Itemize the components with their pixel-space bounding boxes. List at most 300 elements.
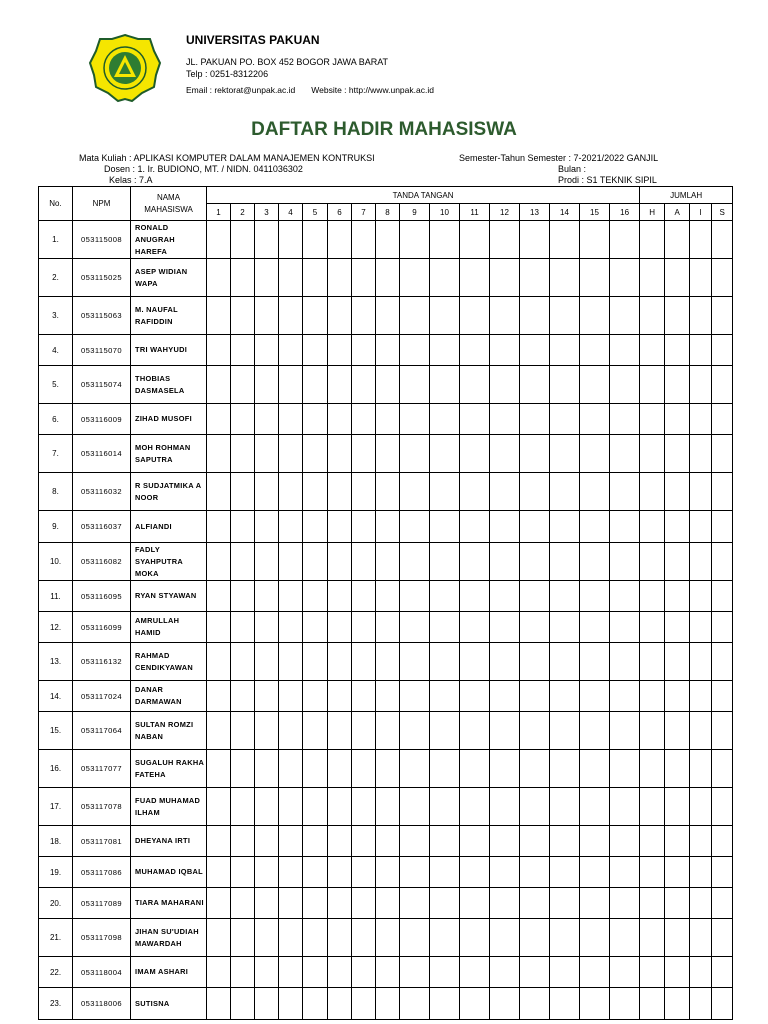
signature-cell[interactable] — [580, 543, 610, 581]
signature-cell[interactable] — [255, 511, 279, 543]
signature-cell[interactable] — [303, 335, 328, 366]
signature-cell[interactable] — [328, 404, 352, 435]
signature-cell[interactable] — [580, 435, 610, 473]
signature-cell[interactable] — [279, 543, 303, 581]
signature-cell[interactable] — [490, 335, 520, 366]
signature-cell[interactable] — [207, 435, 231, 473]
signature-cell[interactable] — [490, 511, 520, 543]
jumlah-cell[interactable] — [712, 788, 733, 826]
signature-cell[interactable] — [279, 888, 303, 919]
signature-cell[interactable] — [580, 297, 610, 335]
jumlah-cell[interactable] — [712, 712, 733, 750]
signature-cell[interactable] — [328, 221, 352, 259]
signature-cell[interactable] — [207, 957, 231, 988]
signature-cell[interactable] — [303, 788, 328, 826]
signature-cell[interactable] — [460, 543, 490, 581]
signature-cell[interactable] — [430, 612, 460, 643]
signature-cell[interactable] — [303, 919, 328, 957]
signature-cell[interactable] — [580, 221, 610, 259]
signature-cell[interactable] — [520, 988, 550, 1020]
jumlah-cell[interactable] — [640, 366, 665, 404]
signature-cell[interactable] — [279, 581, 303, 612]
signature-cell[interactable] — [520, 511, 550, 543]
signature-cell[interactable] — [352, 957, 376, 988]
jumlah-cell[interactable] — [690, 335, 712, 366]
jumlah-cell[interactable] — [665, 335, 690, 366]
signature-cell[interactable] — [207, 366, 231, 404]
signature-cell[interactable] — [550, 643, 580, 681]
signature-cell[interactable] — [352, 435, 376, 473]
jumlah-cell[interactable] — [712, 335, 733, 366]
jumlah-cell[interactable] — [690, 581, 712, 612]
signature-cell[interactable] — [207, 681, 231, 712]
signature-cell[interactable] — [231, 888, 255, 919]
signature-cell[interactable] — [328, 712, 352, 750]
signature-cell[interactable] — [550, 435, 580, 473]
signature-cell[interactable] — [520, 473, 550, 511]
signature-cell[interactable] — [430, 335, 460, 366]
jumlah-cell[interactable] — [712, 366, 733, 404]
signature-cell[interactable] — [490, 221, 520, 259]
signature-cell[interactable] — [520, 919, 550, 957]
signature-cell[interactable] — [430, 221, 460, 259]
signature-cell[interactable] — [430, 581, 460, 612]
signature-cell[interactable] — [490, 643, 520, 681]
jumlah-cell[interactable] — [665, 788, 690, 826]
signature-cell[interactable] — [460, 643, 490, 681]
signature-cell[interactable] — [279, 259, 303, 297]
signature-cell[interactable] — [400, 857, 430, 888]
signature-cell[interactable] — [550, 712, 580, 750]
signature-cell[interactable] — [352, 826, 376, 857]
signature-cell[interactable] — [430, 826, 460, 857]
signature-cell[interactable] — [400, 988, 430, 1020]
signature-cell[interactable] — [303, 404, 328, 435]
signature-cell[interactable] — [460, 366, 490, 404]
signature-cell[interactable] — [352, 919, 376, 957]
signature-cell[interactable] — [303, 712, 328, 750]
signature-cell[interactable] — [255, 681, 279, 712]
signature-cell[interactable] — [207, 543, 231, 581]
signature-cell[interactable] — [352, 581, 376, 612]
signature-cell[interactable] — [610, 612, 640, 643]
signature-cell[interactable] — [490, 366, 520, 404]
signature-cell[interactable] — [430, 473, 460, 511]
signature-cell[interactable] — [430, 750, 460, 788]
signature-cell[interactable] — [520, 435, 550, 473]
signature-cell[interactable] — [352, 366, 376, 404]
signature-cell[interactable] — [520, 612, 550, 643]
jumlah-cell[interactable] — [712, 581, 733, 612]
signature-cell[interactable] — [490, 750, 520, 788]
signature-cell[interactable] — [207, 750, 231, 788]
signature-cell[interactable] — [550, 297, 580, 335]
signature-cell[interactable] — [400, 366, 430, 404]
jumlah-cell[interactable] — [665, 511, 690, 543]
signature-cell[interactable] — [352, 788, 376, 826]
signature-cell[interactable] — [610, 826, 640, 857]
jumlah-cell[interactable] — [690, 857, 712, 888]
signature-cell[interactable] — [328, 857, 352, 888]
signature-cell[interactable] — [490, 988, 520, 1020]
signature-cell[interactable] — [550, 511, 580, 543]
signature-cell[interactable] — [460, 435, 490, 473]
jumlah-cell[interactable] — [640, 543, 665, 581]
signature-cell[interactable] — [352, 543, 376, 581]
jumlah-cell[interactable] — [665, 919, 690, 957]
signature-cell[interactable] — [376, 297, 400, 335]
signature-cell[interactable] — [279, 643, 303, 681]
signature-cell[interactable] — [400, 612, 430, 643]
signature-cell[interactable] — [352, 221, 376, 259]
jumlah-cell[interactable] — [665, 543, 690, 581]
signature-cell[interactable] — [430, 404, 460, 435]
signature-cell[interactable] — [490, 957, 520, 988]
signature-cell[interactable] — [231, 297, 255, 335]
jumlah-cell[interactable] — [665, 826, 690, 857]
signature-cell[interactable] — [279, 297, 303, 335]
signature-cell[interactable] — [279, 826, 303, 857]
signature-cell[interactable] — [328, 366, 352, 404]
signature-cell[interactable] — [255, 643, 279, 681]
jumlah-cell[interactable] — [640, 888, 665, 919]
signature-cell[interactable] — [279, 366, 303, 404]
signature-cell[interactable] — [610, 857, 640, 888]
signature-cell[interactable] — [550, 988, 580, 1020]
signature-cell[interactable] — [400, 511, 430, 543]
signature-cell[interactable] — [610, 435, 640, 473]
signature-cell[interactable] — [207, 612, 231, 643]
signature-cell[interactable] — [207, 826, 231, 857]
signature-cell[interactable] — [279, 221, 303, 259]
signature-cell[interactable] — [460, 750, 490, 788]
jumlah-cell[interactable] — [640, 473, 665, 511]
signature-cell[interactable] — [376, 404, 400, 435]
signature-cell[interactable] — [490, 712, 520, 750]
signature-cell[interactable] — [255, 788, 279, 826]
signature-cell[interactable] — [255, 297, 279, 335]
signature-cell[interactable] — [490, 919, 520, 957]
jumlah-cell[interactable] — [665, 612, 690, 643]
signature-cell[interactable] — [520, 404, 550, 435]
signature-cell[interactable] — [430, 297, 460, 335]
signature-cell[interactable] — [430, 788, 460, 826]
signature-cell[interactable] — [207, 404, 231, 435]
signature-cell[interactable] — [328, 297, 352, 335]
signature-cell[interactable] — [352, 297, 376, 335]
jumlah-cell[interactable] — [690, 712, 712, 750]
signature-cell[interactable] — [352, 259, 376, 297]
signature-cell[interactable] — [352, 473, 376, 511]
signature-cell[interactable] — [303, 957, 328, 988]
signature-cell[interactable] — [520, 788, 550, 826]
signature-cell[interactable] — [376, 259, 400, 297]
signature-cell[interactable] — [550, 919, 580, 957]
signature-cell[interactable] — [255, 919, 279, 957]
signature-cell[interactable] — [376, 581, 400, 612]
jumlah-cell[interactable] — [712, 957, 733, 988]
signature-cell[interactable] — [328, 988, 352, 1020]
signature-cell[interactable] — [303, 221, 328, 259]
signature-cell[interactable] — [231, 581, 255, 612]
jumlah-cell[interactable] — [665, 643, 690, 681]
jumlah-cell[interactable] — [690, 511, 712, 543]
signature-cell[interactable] — [255, 857, 279, 888]
signature-cell[interactable] — [279, 681, 303, 712]
jumlah-cell[interactable] — [712, 511, 733, 543]
signature-cell[interactable] — [376, 750, 400, 788]
signature-cell[interactable] — [255, 988, 279, 1020]
jumlah-cell[interactable] — [665, 750, 690, 788]
jumlah-cell[interactable] — [665, 404, 690, 435]
signature-cell[interactable] — [279, 750, 303, 788]
signature-cell[interactable] — [352, 511, 376, 543]
jumlah-cell[interactable] — [712, 543, 733, 581]
signature-cell[interactable] — [255, 473, 279, 511]
signature-cell[interactable] — [490, 435, 520, 473]
signature-cell[interactable] — [303, 543, 328, 581]
signature-cell[interactable] — [231, 259, 255, 297]
jumlah-cell[interactable] — [665, 857, 690, 888]
signature-cell[interactable] — [279, 511, 303, 543]
signature-cell[interactable] — [207, 988, 231, 1020]
signature-cell[interactable] — [580, 857, 610, 888]
signature-cell[interactable] — [279, 919, 303, 957]
signature-cell[interactable] — [352, 750, 376, 788]
signature-cell[interactable] — [580, 259, 610, 297]
signature-cell[interactable] — [279, 988, 303, 1020]
jumlah-cell[interactable] — [690, 297, 712, 335]
signature-cell[interactable] — [328, 473, 352, 511]
signature-cell[interactable] — [610, 581, 640, 612]
signature-cell[interactable] — [460, 335, 490, 366]
signature-cell[interactable] — [400, 221, 430, 259]
signature-cell[interactable] — [610, 712, 640, 750]
signature-cell[interactable] — [376, 857, 400, 888]
signature-cell[interactable] — [610, 404, 640, 435]
signature-cell[interactable] — [490, 681, 520, 712]
jumlah-cell[interactable] — [640, 750, 665, 788]
jumlah-cell[interactable] — [640, 612, 665, 643]
signature-cell[interactable] — [460, 988, 490, 1020]
signature-cell[interactable] — [610, 750, 640, 788]
jumlah-cell[interactable] — [640, 857, 665, 888]
signature-cell[interactable] — [430, 643, 460, 681]
signature-cell[interactable] — [490, 788, 520, 826]
jumlah-cell[interactable] — [712, 259, 733, 297]
signature-cell[interactable] — [376, 221, 400, 259]
signature-cell[interactable] — [303, 366, 328, 404]
jumlah-cell[interactable] — [712, 919, 733, 957]
jumlah-cell[interactable] — [640, 919, 665, 957]
jumlah-cell[interactable] — [690, 435, 712, 473]
signature-cell[interactable] — [231, 643, 255, 681]
signature-cell[interactable] — [207, 919, 231, 957]
signature-cell[interactable] — [580, 581, 610, 612]
signature-cell[interactable] — [460, 404, 490, 435]
signature-cell[interactable] — [328, 750, 352, 788]
signature-cell[interactable] — [303, 297, 328, 335]
signature-cell[interactable] — [255, 612, 279, 643]
signature-cell[interactable] — [376, 435, 400, 473]
signature-cell[interactable] — [520, 826, 550, 857]
signature-cell[interactable] — [430, 857, 460, 888]
signature-cell[interactable] — [231, 473, 255, 511]
jumlah-cell[interactable] — [665, 988, 690, 1020]
signature-cell[interactable] — [400, 643, 430, 681]
signature-cell[interactable] — [231, 612, 255, 643]
signature-cell[interactable] — [430, 888, 460, 919]
signature-cell[interactable] — [490, 826, 520, 857]
signature-cell[interactable] — [279, 612, 303, 643]
signature-cell[interactable] — [303, 511, 328, 543]
jumlah-cell[interactable] — [640, 435, 665, 473]
signature-cell[interactable] — [376, 826, 400, 857]
signature-cell[interactable] — [328, 888, 352, 919]
signature-cell[interactable] — [255, 335, 279, 366]
signature-cell[interactable] — [231, 221, 255, 259]
jumlah-cell[interactable] — [640, 957, 665, 988]
signature-cell[interactable] — [400, 543, 430, 581]
signature-cell[interactable] — [303, 888, 328, 919]
signature-cell[interactable] — [460, 511, 490, 543]
signature-cell[interactable] — [400, 435, 430, 473]
signature-cell[interactable] — [550, 543, 580, 581]
jumlah-cell[interactable] — [665, 366, 690, 404]
signature-cell[interactable] — [279, 712, 303, 750]
signature-cell[interactable] — [303, 259, 328, 297]
jumlah-cell[interactable] — [640, 221, 665, 259]
signature-cell[interactable] — [207, 473, 231, 511]
signature-cell[interactable] — [376, 681, 400, 712]
signature-cell[interactable] — [400, 259, 430, 297]
signature-cell[interactable] — [231, 435, 255, 473]
signature-cell[interactable] — [303, 988, 328, 1020]
signature-cell[interactable] — [430, 712, 460, 750]
jumlah-cell[interactable] — [640, 826, 665, 857]
signature-cell[interactable] — [580, 788, 610, 826]
signature-cell[interactable] — [328, 335, 352, 366]
signature-cell[interactable] — [550, 473, 580, 511]
jumlah-cell[interactable] — [665, 581, 690, 612]
signature-cell[interactable] — [460, 259, 490, 297]
jumlah-cell[interactable] — [640, 297, 665, 335]
jumlah-cell[interactable] — [690, 750, 712, 788]
signature-cell[interactable] — [231, 335, 255, 366]
signature-cell[interactable] — [490, 404, 520, 435]
jumlah-cell[interactable] — [690, 404, 712, 435]
signature-cell[interactable] — [207, 888, 231, 919]
signature-cell[interactable] — [430, 366, 460, 404]
signature-cell[interactable] — [231, 919, 255, 957]
jumlah-cell[interactable] — [690, 919, 712, 957]
signature-cell[interactable] — [430, 919, 460, 957]
signature-cell[interactable] — [376, 473, 400, 511]
signature-cell[interactable] — [255, 543, 279, 581]
signature-cell[interactable] — [207, 335, 231, 366]
signature-cell[interactable] — [231, 712, 255, 750]
signature-cell[interactable] — [303, 857, 328, 888]
jumlah-cell[interactable] — [690, 473, 712, 511]
signature-cell[interactable] — [610, 988, 640, 1020]
signature-cell[interactable] — [328, 612, 352, 643]
signature-cell[interactable] — [303, 750, 328, 788]
signature-cell[interactable] — [376, 612, 400, 643]
signature-cell[interactable] — [328, 511, 352, 543]
signature-cell[interactable] — [279, 404, 303, 435]
jumlah-cell[interactable] — [690, 259, 712, 297]
signature-cell[interactable] — [376, 335, 400, 366]
signature-cell[interactable] — [352, 335, 376, 366]
jumlah-cell[interactable] — [690, 888, 712, 919]
signature-cell[interactable] — [231, 750, 255, 788]
signature-cell[interactable] — [400, 297, 430, 335]
signature-cell[interactable] — [460, 612, 490, 643]
signature-cell[interactable] — [376, 788, 400, 826]
signature-cell[interactable] — [255, 259, 279, 297]
signature-cell[interactable] — [400, 681, 430, 712]
signature-cell[interactable] — [550, 750, 580, 788]
jumlah-cell[interactable] — [665, 221, 690, 259]
signature-cell[interactable] — [610, 366, 640, 404]
signature-cell[interactable] — [520, 297, 550, 335]
jumlah-cell[interactable] — [690, 826, 712, 857]
signature-cell[interactable] — [460, 888, 490, 919]
signature-cell[interactable] — [610, 643, 640, 681]
signature-cell[interactable] — [231, 543, 255, 581]
signature-cell[interactable] — [490, 581, 520, 612]
signature-cell[interactable] — [550, 681, 580, 712]
signature-cell[interactable] — [231, 957, 255, 988]
jumlah-cell[interactable] — [712, 473, 733, 511]
jumlah-cell[interactable] — [690, 681, 712, 712]
signature-cell[interactable] — [207, 857, 231, 888]
signature-cell[interactable] — [580, 888, 610, 919]
signature-cell[interactable] — [352, 712, 376, 750]
jumlah-cell[interactable] — [712, 988, 733, 1020]
jumlah-cell[interactable] — [690, 988, 712, 1020]
signature-cell[interactable] — [376, 511, 400, 543]
signature-cell[interactable] — [490, 297, 520, 335]
signature-cell[interactable] — [352, 681, 376, 712]
signature-cell[interactable] — [490, 888, 520, 919]
jumlah-cell[interactable] — [640, 712, 665, 750]
signature-cell[interactable] — [490, 543, 520, 581]
jumlah-cell[interactable] — [712, 681, 733, 712]
signature-cell[interactable] — [400, 788, 430, 826]
signature-cell[interactable] — [610, 919, 640, 957]
signature-cell[interactable] — [207, 259, 231, 297]
signature-cell[interactable] — [520, 888, 550, 919]
signature-cell[interactable] — [520, 857, 550, 888]
signature-cell[interactable] — [580, 957, 610, 988]
jumlah-cell[interactable] — [665, 473, 690, 511]
signature-cell[interactable] — [550, 404, 580, 435]
signature-cell[interactable] — [231, 988, 255, 1020]
signature-cell[interactable] — [580, 511, 610, 543]
signature-cell[interactable] — [610, 511, 640, 543]
signature-cell[interactable] — [352, 404, 376, 435]
jumlah-cell[interactable] — [712, 404, 733, 435]
signature-cell[interactable] — [400, 712, 430, 750]
signature-cell[interactable] — [207, 788, 231, 826]
signature-cell[interactable] — [376, 643, 400, 681]
signature-cell[interactable] — [255, 435, 279, 473]
signature-cell[interactable] — [580, 826, 610, 857]
signature-cell[interactable] — [460, 712, 490, 750]
signature-cell[interactable] — [303, 473, 328, 511]
jumlah-cell[interactable] — [712, 888, 733, 919]
